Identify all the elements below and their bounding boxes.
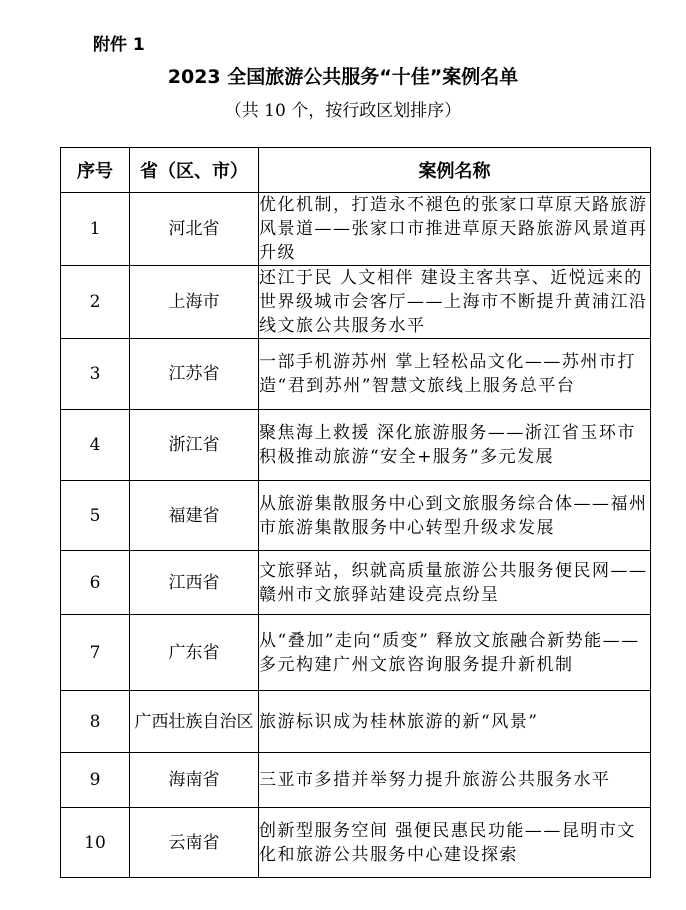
row-number: 6 — [61, 551, 130, 615]
row-province: 福建省 — [130, 481, 259, 551]
row-province: 河北省 — [130, 193, 259, 266]
table-header-row — [61, 148, 651, 193]
row-case-name: 创新型服务空间 强便民惠民功能——昆明市文化和旅游公共服务中心建设探索 — [259, 808, 651, 878]
row-number: 3 — [61, 339, 130, 410]
row-case-name: 三亚市多措并举努力提升旅游公共服务水平 — [259, 753, 651, 808]
table-row — [61, 753, 651, 808]
row-case-name: 还江于民 人文相伴 建设主客共享、近悦远来的世界级城市会客厅——上海市不断提升黄浦江沿线文旅公共服务水平 — [259, 266, 651, 339]
attachment-label: 附件 1 — [93, 35, 145, 55]
row-case-name: 一部手机游苏州 掌上轻松品文化——苏州市打造“君到苏州”智慧文旅线上服务总平台 — [259, 339, 651, 410]
cases-table — [60, 147, 651, 878]
table-row — [61, 339, 651, 410]
row-number: 7 — [61, 615, 130, 691]
table-row — [61, 193, 651, 266]
column-header-province: 省（区、市） — [130, 148, 259, 193]
column-header-number: 序号 — [61, 148, 130, 193]
column-header-case-name: 案例名称 — [259, 148, 651, 193]
table-row — [61, 481, 651, 551]
row-case-name: 优化机制，打造永不褪色的张家口草原天路旅游风景道——张家口市推进草原天路旅游风景道再升级 — [259, 193, 651, 266]
row-province: 海南省 — [130, 753, 259, 808]
row-case-name: 从“叠加”走向“质变” 释放文旅融合新势能——多元构建广州文旅咨询服务提升新机制 — [259, 615, 651, 691]
document-title: 2023 全国旅游公共服务“十佳”案例名单 — [167, 66, 519, 88]
row-province: 广东省 — [130, 615, 259, 691]
row-case-name: 旅游标识成为桂林旅游的新“风景” — [259, 691, 651, 753]
row-province: 江苏省 — [130, 339, 259, 410]
table-row — [61, 410, 651, 481]
row-number: 10 — [61, 808, 130, 878]
row-number: 2 — [61, 266, 130, 339]
row-number: 5 — [61, 481, 130, 551]
table-row — [61, 615, 651, 691]
row-province: 云南省 — [130, 808, 259, 878]
table-row — [61, 551, 651, 615]
row-case-name: 文旅驿站，织就高质量旅游公共服务便民网——赣州市文旅驿站建设亮点纷呈 — [259, 551, 651, 615]
table-row — [61, 808, 651, 878]
row-number: 8 — [61, 691, 130, 753]
row-province: 浙江省 — [130, 410, 259, 481]
row-number: 1 — [61, 193, 130, 266]
row-case-name: 聚焦海上救援 深化旅游服务——浙江省玉环市积极推动旅游“安全+服务”多元发展 — [259, 410, 651, 481]
row-number: 4 — [61, 410, 130, 481]
row-case-name: 从旅游集散服务中心到文旅服务综合体——福州市旅游集散服务中心转型升级求发展 — [259, 481, 651, 551]
row-province: 广西壮族自治区 — [130, 691, 259, 753]
document-subtitle: （共 10 个，按行政区划排序） — [224, 101, 462, 121]
row-province: 江西省 — [130, 551, 259, 615]
row-province: 上海市 — [130, 266, 259, 339]
table-row — [61, 691, 651, 753]
row-number: 9 — [61, 753, 130, 808]
table-row — [61, 266, 651, 339]
